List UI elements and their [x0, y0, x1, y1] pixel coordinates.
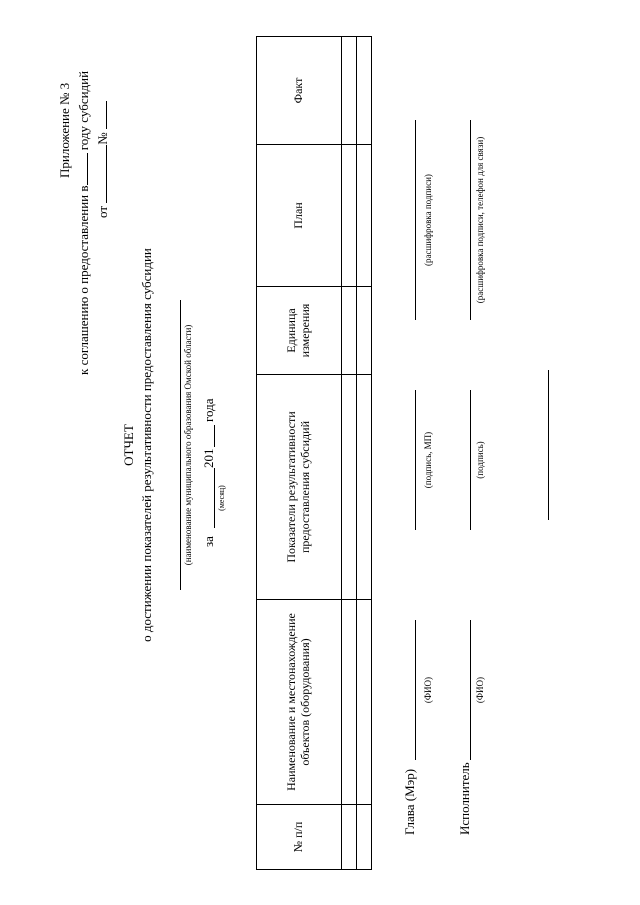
- month-caption: (месяц): [217, 485, 226, 511]
- report-subtitle: о достижении показателей результативности предоставления субсидии: [139, 248, 154, 642]
- month-line: [214, 468, 215, 528]
- header-fact: Факт: [257, 37, 342, 145]
- table-cell[interactable]: [342, 600, 357, 805]
- head-fio-line: [415, 620, 416, 760]
- table-cell[interactable]: [342, 375, 357, 600]
- table-cell[interactable]: [342, 145, 357, 287]
- report-title: ОТЧЕТ: [121, 424, 136, 466]
- head-fio-caption: (ФИО): [423, 676, 433, 704]
- head-decode-line: [415, 120, 416, 320]
- municipality-caption: (наименование муниципального образования Омской области): [183, 324, 193, 566]
- from-label: от: [95, 205, 110, 218]
- header-unit: Единица измерения: [257, 287, 342, 375]
- header-row-number: № п/п: [257, 805, 342, 870]
- table-cell[interactable]: [357, 375, 372, 600]
- date-blank: [106, 145, 107, 203]
- head-sign-caption: (подпись, МП): [423, 431, 433, 489]
- table-cell[interactable]: [357, 805, 372, 870]
- header-object-name: Наименование и местонахождение объектов (оборудования): [257, 600, 342, 805]
- executor-fio-caption: (ФИО): [475, 676, 485, 704]
- header-plan: План: [257, 145, 342, 287]
- table-row: [342, 37, 357, 870]
- closing-rule: [548, 370, 549, 520]
- executor-sign-line: [470, 390, 471, 530]
- table-cell[interactable]: [342, 37, 357, 145]
- agreement-line-2: [96, 101, 109, 218]
- head-decode-caption: (расшифровка подписи): [423, 174, 433, 266]
- year-blank: [87, 153, 88, 185]
- agreement-line-1-pre: к соглашению о предоставлении в: [76, 185, 91, 375]
- table-row: [357, 37, 372, 870]
- appendix-label: Приложение № 3: [57, 82, 72, 178]
- header-indicators: Показатели результативности предоставления субсидий: [257, 375, 342, 600]
- table-cell[interactable]: [357, 600, 372, 805]
- executor-label: Исполнитель: [457, 762, 472, 835]
- agreement-line-1-post: году субсидий: [76, 70, 91, 151]
- number-label: №: [95, 132, 110, 145]
- agreement-line-1: [77, 71, 90, 375]
- municipality-line: [180, 300, 181, 590]
- period-suffix: года: [201, 398, 216, 422]
- report-table: [256, 36, 372, 870]
- period-year: 201: [201, 448, 216, 468]
- executor-decode-caption: (расшифровка подписи, телефон для связи): [475, 136, 485, 304]
- head-sign-line: [415, 390, 416, 530]
- head-label: Глава (Мэр): [402, 768, 417, 835]
- table-cell[interactable]: [357, 37, 372, 145]
- period-prefix: за: [201, 536, 216, 547]
- table-cell[interactable]: [342, 805, 357, 870]
- table-cell[interactable]: [357, 287, 372, 375]
- table-header-row: [257, 37, 342, 870]
- number-blank: [106, 101, 107, 129]
- table-cell[interactable]: [342, 287, 357, 375]
- year-digit-line: [214, 425, 215, 447]
- executor-decode-line: [470, 120, 471, 320]
- table-cell[interactable]: [357, 145, 372, 287]
- executor-sign-caption: (подпись): [475, 441, 485, 479]
- executor-fio-line: [470, 620, 471, 760]
